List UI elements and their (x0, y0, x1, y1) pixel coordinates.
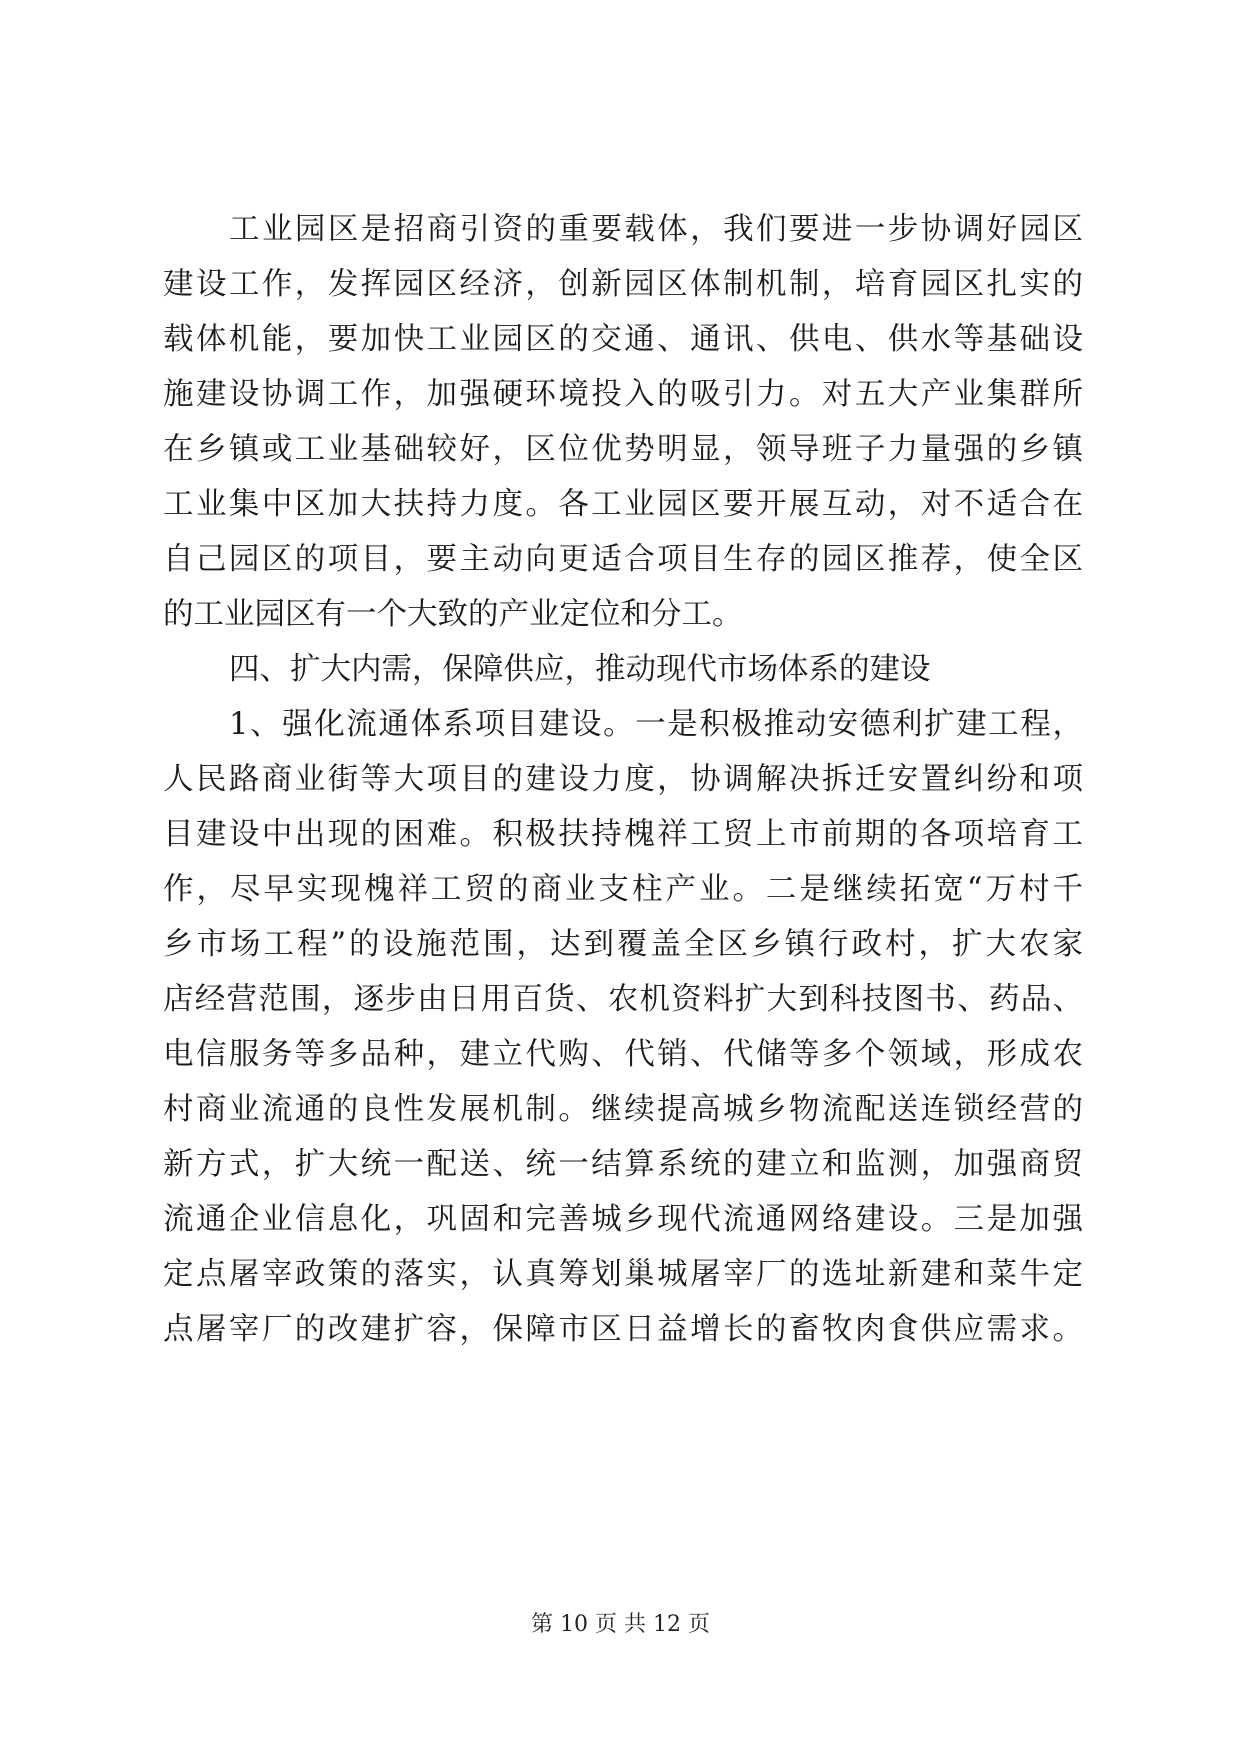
page-number-footer: 第 10 页 共 12 页 (531, 1612, 710, 1637)
paragraph-line: 定点屠宰政策的落实，认真筹划巢城屠宰厂的选址新建和菜牛定 (163, 1257, 1083, 1292)
paragraph-line: 人民路商业街等大项目的建设力度，协调解决拆迁安置纠纷和项 (163, 762, 1083, 797)
section-heading: 四、扩大内需，保障供应，推动现代市场体系的建设 (229, 652, 931, 687)
paragraph-line: 施建设协调工作，加强硬环境投入的吸引力。对五大产业集群所 (163, 377, 1083, 412)
paragraph-line: 乡市场工程”的设施范围，达到覆盖全区乡镇行政村，扩大农家 (163, 927, 1083, 962)
paragraph-line: 流通企业信息化，巩固和完善城乡现代流通网络建设。三是加强 (163, 1202, 1083, 1237)
paragraph-line: 点屠宰厂的改建扩容，保障市区日益增长的畜牧肉食供应需求。 (163, 1312, 1083, 1347)
paragraph-line: 目建设中出现的困难。积极扶持槐祥工贸上市前期的各项培育工 (163, 817, 1083, 852)
paragraph-line: 村商业流通的良性发展机制。继续提高城乡物流配送连锁经营的 (163, 1092, 1083, 1127)
paragraph-line: 店经营范围，逐步由日用百货、农机资料扩大到科技图书、药品、 (163, 982, 1083, 1017)
paragraph-line: 的工业园区有一个大致的产业定位和分工。 (163, 597, 743, 632)
paragraph-line: 在乡镇或工业基础较好，区位优势明显，领导班子力量强的乡镇 (163, 432, 1083, 467)
paragraph-line: 1、强化流通体系项目建设。一是积极推动安德利扩建工程， (229, 707, 1083, 742)
paragraph-line: 工业集中区加大扶持力度。各工业园区要开展互动，对不适合在 (163, 487, 1083, 522)
paragraph-line: 新方式，扩大统一配送、统一结算系统的建立和监测，加强商贸 (163, 1147, 1083, 1182)
paragraph-line: 建设工作，发挥园区经济，创新园区体制机制，培育园区扎实的 (163, 267, 1083, 302)
paragraph-line: 电信服务等多品种，建立代购、代销、代储等多个领域，形成农 (163, 1037, 1083, 1072)
paragraph-line: 作，尽早实现槐祥工贸的商业支柱产业。二是继续拓宽“万村千 (163, 872, 1083, 907)
paragraph-line: 自己园区的项目，要主动向更适合项目生存的园区推荐，使全区 (163, 542, 1083, 577)
paragraph-line: 载体机能，要加快工业园区的交通、通讯、供电、供水等基础设 (163, 322, 1083, 357)
paragraph-line: 工业园区是招商引资的重要载体，我们要进一步协调好园区 (229, 212, 1083, 247)
